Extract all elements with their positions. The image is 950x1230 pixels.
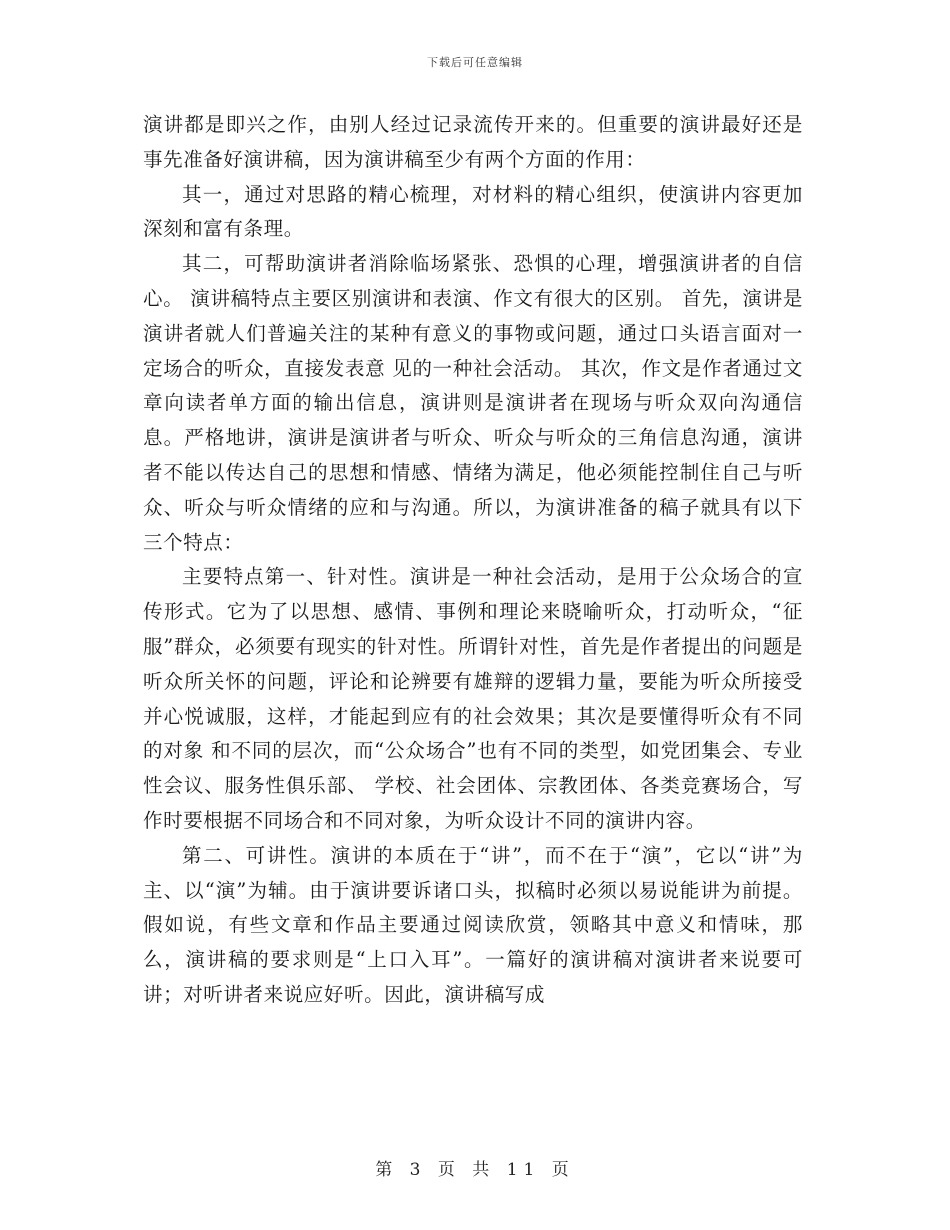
paragraph-4: 主要特点第一、针对性。演讲是一种社会活动，是用于公众场合的宣传形式。它为了以思想、感情、事例和理论来晓喻听众，打动听众，“征服”群众，必须要有现实的针对性。所谓针对性，首先是作者提出的问题是听众所关怀的问题，评论和论辨要有雄辩的逻辑力量，要能为听众所接受并心悦诚服，这样，才能起到应有的社会效果；其次是要懂得听众有不同的对象 和不同的层次，而“公众场合”也有不同的类型，如党团集会、专业性会议、服务性俱乐部、 学校、社会团体、宗教团体、各类竞赛场合，写作时要根据不同场合和不同对象，为听众设计不同的演讲内容。 <box>143 565 803 832</box>
paragraph-1: 演讲都是即兴之作，由别人经过记录流传开来的。但重要的演讲最好还是事先准备好演讲稿，因为演讲稿至少有两个方面的作用： <box>143 113 803 171</box>
page-footer: 第 3 页 共 11 页 <box>375 1160 575 1180</box>
paragraph-5: 第二、可讲性。演讲的本质在于“讲”，而不在于“演”，它以“讲”为主、以“演”为辅。由于演讲要诉诸口头，拟稿时必须以易说能讲为前提。假如说，有些文章和作品主要通过阅读欣赏，领略其中意义和情味，那么，演讲稿的要求则是“上口入耳”。一篇好的演讲稿对演讲者来说要可讲；对听讲者来说应好听。因此，演讲稿写成 <box>143 843 803 1006</box>
paragraph-3: 其二，可帮助演讲者消除临场紧张、恐惧的心理，增强演讲者的自信心。 演讲稿特点主要区别演讲和表演、作文有很大的区别。 首先，演讲是演讲者就人们普遍关注的某种有意义的事物或问题，通过口头语言面对一定场合的听众，直接发表意 见的一种社会活动。 其次，作文是作者通过文章向读者单方面的输出信息，演讲则是演讲者在现场与听众双向沟通信息。严格地讲，演讲是演讲者与听众、听众与听众的三角信息沟通，演讲者不能以传达自己的思想和情感、情绪为满足，他必须能控制住自己与听众、听众与听众情绪的应和与沟通。所以，为演讲准备的稿子就具有以下三个特点： <box>143 252 803 554</box>
document-body <box>143 108 803 1013</box>
page-header: 下载后可任意编辑 <box>427 56 523 69</box>
paragraph-2: 其一，通过对思路的精心梳理，对材料的精心组织，使演讲内容更加深刻和富有条理。 <box>143 182 803 241</box>
